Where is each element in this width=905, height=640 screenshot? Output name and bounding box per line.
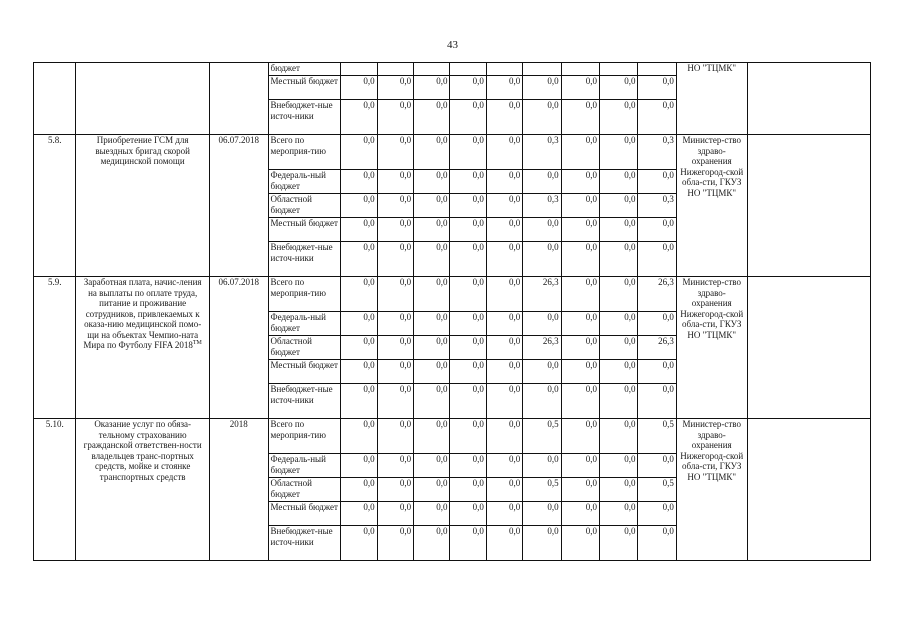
funding-source: Областной бюджет bbox=[268, 478, 341, 502]
value-cell: 0,0 bbox=[341, 194, 377, 218]
funding-source: Всего по мероприя-тию bbox=[268, 277, 341, 312]
value-cell: 0,0 bbox=[414, 384, 450, 419]
item-number: 5.8. bbox=[34, 135, 76, 277]
value-cell: 0,0 bbox=[341, 76, 377, 100]
value-cell: 0,0 bbox=[486, 478, 522, 502]
value-cell: 0,0 bbox=[486, 502, 522, 526]
value-cell bbox=[414, 63, 450, 76]
value-cell: 0,0 bbox=[450, 170, 486, 194]
value-cell bbox=[600, 63, 638, 76]
value-cell: 0,0 bbox=[377, 242, 413, 277]
value-cell: 0,0 bbox=[486, 384, 522, 419]
value-cell: 0,0 bbox=[341, 502, 377, 526]
value-cell: 0,0 bbox=[414, 336, 450, 360]
value-cell: 0,0 bbox=[414, 454, 450, 478]
funding-source: Всего по мероприя-тию bbox=[268, 135, 341, 170]
value-cell bbox=[377, 63, 413, 76]
value-cell: 0,0 bbox=[377, 76, 413, 100]
item-date: 2018 bbox=[209, 419, 268, 561]
value-cell: 0,0 bbox=[450, 384, 486, 419]
value-cell: 0,0 bbox=[414, 360, 450, 384]
value-cell: 0,0 bbox=[341, 384, 377, 419]
value-cell: 0,0 bbox=[450, 419, 486, 454]
value-cell: 0,0 bbox=[561, 336, 599, 360]
value-cell: 0,0 bbox=[523, 360, 561, 384]
value-cell: 0,0 bbox=[377, 336, 413, 360]
value-cell: 0,0 bbox=[600, 218, 638, 242]
value-cell: 0,0 bbox=[638, 384, 676, 419]
value-cell: 0,0 bbox=[341, 336, 377, 360]
value-cell: 0,0 bbox=[561, 100, 599, 135]
value-cell: 0,0 bbox=[377, 419, 413, 454]
item-name bbox=[76, 277, 209, 419]
continuation-row bbox=[34, 63, 871, 76]
value-cell: 0,0 bbox=[600, 170, 638, 194]
value-cell: 0,0 bbox=[486, 526, 522, 561]
value-cell: 0,0 bbox=[377, 312, 413, 336]
value-cell: 0,0 bbox=[414, 194, 450, 218]
value-cell: 0,0 bbox=[341, 170, 377, 194]
value-cell: 0,0 bbox=[486, 360, 522, 384]
budget-table bbox=[33, 62, 871, 561]
value-cell: 0,0 bbox=[341, 312, 377, 336]
notes-cell bbox=[747, 419, 870, 561]
value-cell: 0,3 bbox=[638, 194, 676, 218]
value-cell: 0,0 bbox=[414, 312, 450, 336]
value-cell: 0,0 bbox=[450, 336, 486, 360]
item-name bbox=[76, 419, 209, 561]
funding-source: Федераль-ный бюджет bbox=[268, 312, 341, 336]
responsible-cell: Министер-ство здраво-охранения Нижегород-ской обла-сти, ГКУЗ НО "ТЦМК" bbox=[676, 135, 747, 277]
value-cell: 0,0 bbox=[600, 76, 638, 100]
value-cell: 0,0 bbox=[450, 100, 486, 135]
value-cell: 0,0 bbox=[600, 502, 638, 526]
value-cell: 0,0 bbox=[450, 218, 486, 242]
value-cell: 0,3 bbox=[523, 194, 561, 218]
value-cell: 0,0 bbox=[450, 502, 486, 526]
item-date: 06.07.2018 bbox=[209, 135, 268, 277]
value-cell: 0,0 bbox=[450, 135, 486, 170]
value-cell: 0,0 bbox=[523, 100, 561, 135]
value-cell: 0,0 bbox=[486, 100, 522, 135]
value-cell: 0,0 bbox=[600, 419, 638, 454]
value-cell: 0,0 bbox=[486, 135, 522, 170]
value-cell: 0,0 bbox=[600, 384, 638, 419]
value-cell: 0,0 bbox=[600, 454, 638, 478]
value-cell: 0,0 bbox=[377, 170, 413, 194]
value-cell: 0,0 bbox=[341, 478, 377, 502]
value-cell: 26,3 bbox=[523, 336, 561, 360]
value-cell bbox=[561, 63, 599, 76]
value-cell: 0,0 bbox=[523, 312, 561, 336]
value-cell: 0,0 bbox=[523, 502, 561, 526]
value-cell: 0,0 bbox=[450, 76, 486, 100]
table-row bbox=[34, 277, 871, 312]
value-cell: 26,3 bbox=[638, 277, 676, 312]
value-cell: 0,0 bbox=[561, 242, 599, 277]
value-cell: 0,0 bbox=[341, 454, 377, 478]
value-cell: 0,0 bbox=[600, 336, 638, 360]
value-cell: 0,0 bbox=[377, 454, 413, 478]
value-cell: 0,0 bbox=[486, 454, 522, 478]
value-cell: 0,0 bbox=[561, 218, 599, 242]
notes-cell bbox=[747, 135, 870, 277]
value-cell: 0,0 bbox=[523, 384, 561, 419]
value-cell: 0,0 bbox=[341, 277, 377, 312]
value-cell: 0,0 bbox=[450, 312, 486, 336]
responsible-cell: НО "ТЦМК" bbox=[676, 63, 747, 135]
value-cell: 0,3 bbox=[523, 135, 561, 170]
value-cell: 0,0 bbox=[523, 170, 561, 194]
value-cell: 0,0 bbox=[450, 454, 486, 478]
value-cell: 0,0 bbox=[638, 454, 676, 478]
value-cell: 0,0 bbox=[414, 277, 450, 312]
value-cell: 0,5 bbox=[523, 419, 561, 454]
value-cell bbox=[486, 63, 522, 76]
continuation-name-cell bbox=[76, 63, 209, 135]
value-cell: 0,0 bbox=[486, 194, 522, 218]
funding-source: Областной бюджет bbox=[268, 194, 341, 218]
value-cell: 0,0 bbox=[341, 135, 377, 170]
value-cell: 0,0 bbox=[638, 218, 676, 242]
value-cell: 0,0 bbox=[377, 135, 413, 170]
value-cell: 0,0 bbox=[341, 242, 377, 277]
value-cell bbox=[638, 63, 676, 76]
funding-source: Внебюджет-ные источ-ники bbox=[268, 384, 341, 419]
funding-source: Внебюджет-ные источ-ники bbox=[268, 526, 341, 561]
value-cell: 0,0 bbox=[450, 360, 486, 384]
value-cell: 0,0 bbox=[341, 360, 377, 384]
value-cell: 0,0 bbox=[523, 242, 561, 277]
value-cell: 0,0 bbox=[414, 526, 450, 561]
value-cell: 0,0 bbox=[561, 526, 599, 561]
value-cell: 0,0 bbox=[450, 478, 486, 502]
item-name bbox=[76, 135, 209, 277]
value-cell: 0,0 bbox=[486, 76, 522, 100]
value-cell: 0,0 bbox=[561, 76, 599, 100]
value-cell: 0,0 bbox=[414, 478, 450, 502]
trademark-sup: TM bbox=[192, 340, 202, 346]
funding-source: Внебюджет-ные источ-ники bbox=[268, 242, 341, 277]
value-cell: 0,0 bbox=[638, 526, 676, 561]
value-cell: 0,0 bbox=[523, 526, 561, 561]
table-row bbox=[34, 419, 871, 454]
value-cell: 0,5 bbox=[638, 419, 676, 454]
value-cell: 0,3 bbox=[638, 135, 676, 170]
value-cell: 0,0 bbox=[486, 218, 522, 242]
value-cell: 0,0 bbox=[561, 135, 599, 170]
funding-source: Федераль-ный бюджет bbox=[268, 454, 341, 478]
value-cell: 0,0 bbox=[638, 360, 676, 384]
value-cell: 0,0 bbox=[341, 100, 377, 135]
value-cell: 0,0 bbox=[414, 135, 450, 170]
funding-source: Местный бюджет bbox=[268, 360, 341, 384]
value-cell: 26,3 bbox=[638, 336, 676, 360]
value-cell: 0,0 bbox=[377, 478, 413, 502]
value-cell: 0,0 bbox=[414, 502, 450, 526]
value-cell: 0,0 bbox=[600, 526, 638, 561]
value-cell: 0,0 bbox=[341, 419, 377, 454]
value-cell: 0,0 bbox=[414, 76, 450, 100]
value-cell: 0,0 bbox=[561, 384, 599, 419]
item-date: 06.07.2018 bbox=[209, 277, 268, 419]
value-cell: 0,0 bbox=[450, 194, 486, 218]
continuation-date-cell bbox=[209, 63, 268, 135]
value-cell: 0,0 bbox=[377, 502, 413, 526]
value-cell: 0,0 bbox=[450, 526, 486, 561]
value-cell: 0,5 bbox=[638, 478, 676, 502]
notes-cell bbox=[747, 277, 870, 419]
value-cell: 0,0 bbox=[377, 194, 413, 218]
value-cell: 0,5 bbox=[523, 478, 561, 502]
funding-source: бюджет bbox=[268, 63, 341, 76]
value-cell: 0,0 bbox=[638, 242, 676, 277]
value-cell: 0,0 bbox=[600, 478, 638, 502]
value-cell: 0,0 bbox=[600, 242, 638, 277]
value-cell: 0,0 bbox=[486, 242, 522, 277]
responsible-cell: Министер-ство здраво-охранения Нижегород-ской обла-сти, ГКУЗ НО "ТЦМК" bbox=[676, 419, 747, 561]
item-name-text: Заработная плата, начис-ления на выплаты по оплате труда, питание и проживание сотрудников, привлекаемых к оказа-нию медицинской помо-щи на объектах Чемпио-ната Мира по Футболу FIFA 2018 bbox=[83, 277, 202, 350]
funding-source: Федераль-ный бюджет bbox=[268, 170, 341, 194]
value-cell: 0,0 bbox=[561, 312, 599, 336]
value-cell: 0,0 bbox=[561, 277, 599, 312]
value-cell: 0,0 bbox=[486, 336, 522, 360]
value-cell: 0,0 bbox=[377, 526, 413, 561]
value-cell: 0,0 bbox=[414, 100, 450, 135]
value-cell: 0,0 bbox=[341, 526, 377, 561]
value-cell bbox=[523, 63, 561, 76]
value-cell: 0,0 bbox=[523, 218, 561, 242]
value-cell: 0,0 bbox=[561, 454, 599, 478]
funding-source: Местный бюджет bbox=[268, 502, 341, 526]
value-cell: 0,0 bbox=[638, 76, 676, 100]
value-cell: 26,3 bbox=[523, 277, 561, 312]
value-cell: 0,0 bbox=[377, 277, 413, 312]
value-cell bbox=[450, 63, 486, 76]
value-cell: 0,0 bbox=[377, 360, 413, 384]
value-cell: 0,0 bbox=[414, 218, 450, 242]
value-cell bbox=[341, 63, 377, 76]
value-cell: 0,0 bbox=[341, 218, 377, 242]
value-cell: 0,0 bbox=[600, 360, 638, 384]
item-number: 5.9. bbox=[34, 277, 76, 419]
value-cell: 0,0 bbox=[600, 135, 638, 170]
value-cell: 0,0 bbox=[638, 170, 676, 194]
funding-source: Местный бюджет bbox=[268, 76, 341, 100]
value-cell: 0,0 bbox=[638, 100, 676, 135]
funding-source: Внебюджет-ные источ-ники bbox=[268, 100, 341, 135]
funding-source: Областной бюджет bbox=[268, 336, 341, 360]
value-cell: 0,0 bbox=[600, 312, 638, 336]
value-cell: 0,0 bbox=[600, 194, 638, 218]
notes-cell bbox=[747, 63, 870, 135]
value-cell: 0,0 bbox=[377, 100, 413, 135]
value-cell: 0,0 bbox=[450, 277, 486, 312]
value-cell: 0,0 bbox=[414, 242, 450, 277]
page-number: 43 bbox=[447, 39, 458, 51]
value-cell: 0,0 bbox=[638, 312, 676, 336]
value-cell: 0,0 bbox=[561, 478, 599, 502]
value-cell: 0,0 bbox=[377, 384, 413, 419]
value-cell: 0,0 bbox=[377, 218, 413, 242]
value-cell: 0,0 bbox=[523, 76, 561, 100]
item-number: 5.10. bbox=[34, 419, 76, 561]
continuation-num-cell bbox=[34, 63, 76, 135]
value-cell: 0,0 bbox=[561, 194, 599, 218]
value-cell: 0,0 bbox=[414, 419, 450, 454]
value-cell: 0,0 bbox=[523, 454, 561, 478]
value-cell: 0,0 bbox=[561, 502, 599, 526]
funding-source: Всего по мероприя-тию bbox=[268, 419, 341, 454]
value-cell: 0,0 bbox=[561, 360, 599, 384]
value-cell: 0,0 bbox=[600, 277, 638, 312]
value-cell: 0,0 bbox=[414, 170, 450, 194]
responsible-cell: Министер-ство здраво-охранения Нижегород-ской обла-сти, ГКУЗ НО "ТЦМК" bbox=[676, 277, 747, 419]
table-row bbox=[34, 135, 871, 170]
value-cell: 0,0 bbox=[638, 502, 676, 526]
value-cell: 0,0 bbox=[561, 170, 599, 194]
value-cell: 0,0 bbox=[486, 419, 522, 454]
item-name-text: Оказание услуг по обяза-тельному страхованию гражданской ответствен-ности владельцев транс-портных средств, мойке и стоянке транспортных средств bbox=[83, 419, 202, 482]
value-cell: 0,0 bbox=[450, 242, 486, 277]
item-name-text: Приобретение ГСМ для выездных бригад скорой медицинской помощи bbox=[95, 135, 190, 166]
funding-source: Местный бюджет bbox=[268, 218, 341, 242]
value-cell: 0,0 bbox=[486, 312, 522, 336]
value-cell: 0,0 bbox=[600, 100, 638, 135]
value-cell: 0,0 bbox=[561, 419, 599, 454]
value-cell: 0,0 bbox=[486, 170, 522, 194]
value-cell: 0,0 bbox=[486, 277, 522, 312]
